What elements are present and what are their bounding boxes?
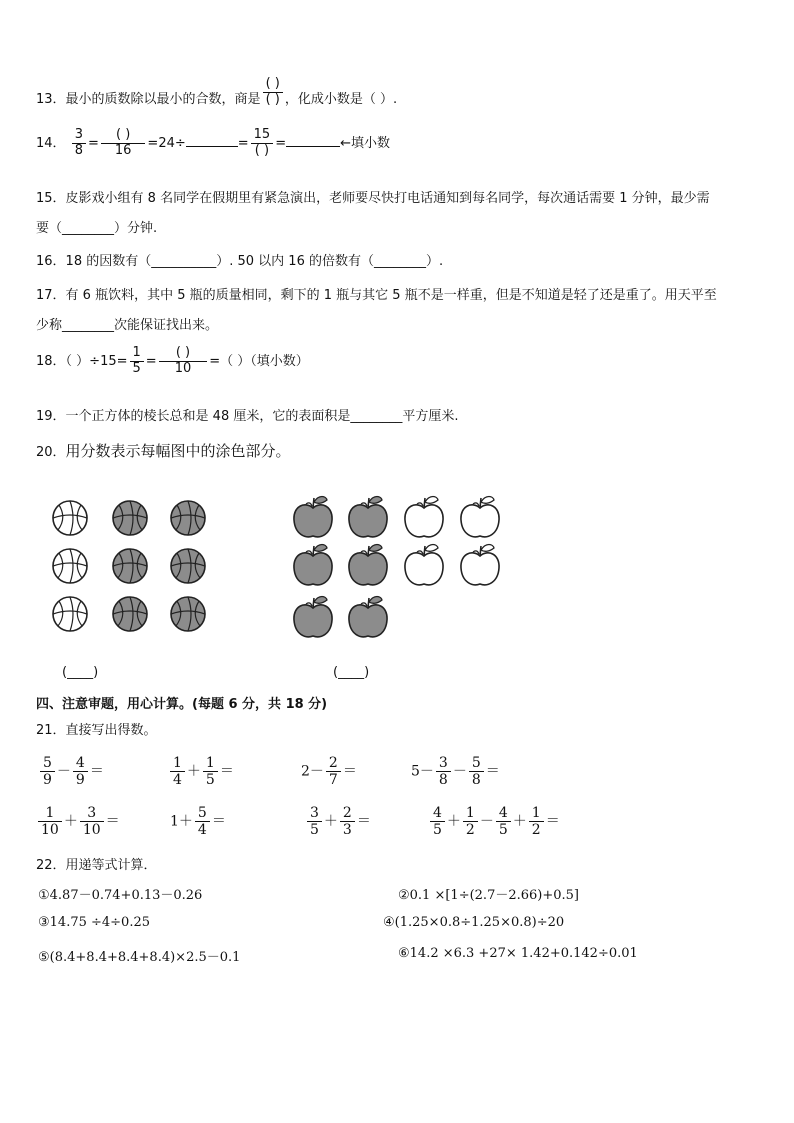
- question-21: [36, 719, 157, 738]
- q17-line-2: 少称________次能保证找出来。: [36, 318, 219, 333]
- apple-shaded: [349, 545, 387, 585]
- q18-eq: =: [145, 353, 157, 369]
- q13-number: 13．: [36, 92, 66, 107]
- q22-item-3: ③14.75 ÷4÷0.25: [38, 915, 151, 930]
- q14-eq2: =: [237, 135, 249, 151]
- q14-text-a: =24÷: [147, 135, 186, 151]
- q16-text: 18 的因数有（__________）. 50 以内 16 的倍数有（________）.: [65, 254, 444, 269]
- apple-shaded: [294, 597, 332, 637]
- q22-item-5: ⑤(8.4+8.4+8.4+8.4)×2.5－0.1: [38, 950, 241, 965]
- q22-item-6: ⑥14.2 ×6.3 +27× 1.42+0.142÷0.01: [398, 946, 638, 961]
- q21-number: 21．: [36, 723, 66, 738]
- q13-frac-num: ( ): [265, 76, 280, 92]
- q22-item-1: ①4.87－0.74+0.13－0.26: [38, 888, 203, 903]
- q14-eq3: =: [275, 135, 287, 151]
- q22-number: 22．: [36, 858, 66, 873]
- apple-plain: [405, 497, 443, 537]
- expr-7: $\frac{3}{5}$ ＋ $\frac{2}{3}$ ＝: [305, 805, 371, 838]
- question-22: [36, 854, 157, 873]
- q15-line-2: 要（________）分钟.: [36, 221, 158, 236]
- apple-plain: [405, 545, 443, 585]
- apple-shaded: [294, 545, 332, 585]
- q14-number: 14．: [36, 135, 66, 151]
- expr-4: 5－ $\frac{3}{8}$ － $\frac{5}{8}$ ＝: [411, 755, 500, 789]
- q15-number: 15．: [36, 191, 66, 206]
- q17-number: 17．: [36, 288, 66, 303]
- q18-f2-den: 10: [159, 361, 208, 377]
- apple-shaded: [349, 497, 387, 537]
- expr-8: $\frac{4}{5}$ ＋ $\frac{1}{2}$ － $\frac{4}{5}$ ＋ $\frac{1}{2}$ ＝: [428, 805, 560, 838]
- q13-text-b: ，化成小数是（ ）.: [284, 92, 398, 107]
- expr-3: 2－ $\frac{2}{7}$ ＝: [301, 755, 357, 789]
- apple-shaded: [294, 497, 332, 537]
- q18-f1-den: 5: [130, 361, 144, 377]
- expr-6: 1＋ $\frac{5}{4}$ ＝: [170, 805, 226, 839]
- q20-number: 20．: [36, 445, 66, 460]
- section-4-title: 四、注意审题，用心计算。(每题 6 分，共 18 分): [36, 697, 328, 712]
- q14-f3-den: ( ): [251, 143, 274, 159]
- q14-f1-den: 8: [72, 143, 86, 159]
- q18-f1-num: 1: [132, 345, 141, 360]
- q14-f2-num: ( ): [116, 127, 131, 142]
- q22-text: 用递等式计算．: [65, 858, 157, 873]
- q13-frac-den: ( ): [263, 92, 283, 108]
- q22-item-4: ④(1.25×0.8÷1.25×0.8)÷20: [383, 915, 565, 930]
- apple-plain: [461, 545, 499, 585]
- apple-plain: [461, 497, 499, 537]
- q14-f3-num: 15: [253, 127, 271, 142]
- expr-2: $\frac{1}{4}$ ＋ $\frac{1}{5}$ ＝: [168, 755, 234, 788]
- q16-number: 16．: [36, 254, 66, 269]
- q14-text-b: ←填小数: [340, 135, 391, 151]
- q19-number: 19．: [36, 409, 66, 424]
- expr-1: $\frac{5}{9}$ － $\frac{4}{9}$ ＝: [38, 755, 104, 788]
- q15-line-1: 皮影戏小组有 8 名同学在假期里有紧急演出，老师要尽快打电话通知到每名同学，每次通话需要 1 分钟，最少需: [65, 191, 710, 206]
- q18-text-a: （ ）÷15=: [65, 353, 128, 369]
- q20-answer-left: (____): [62, 665, 99, 680]
- q18-f2-num: ( ): [175, 345, 191, 360]
- q21-text: 直接写出得数。: [65, 723, 157, 738]
- expr-5: $\frac{1}{10}$ ＋ $\frac{3}{10}$ ＝: [36, 805, 120, 838]
- q13-text-a: 最小的质数除以最小的合数，商是: [65, 92, 261, 107]
- q14-eq: =: [87, 135, 99, 151]
- q14-f2-den: 16: [101, 143, 146, 159]
- q20-answer-right: (____): [333, 665, 370, 680]
- q19-text: 一个正方体的棱长总和是 48 厘米，它的表面积是________平方厘米.: [65, 409, 459, 424]
- q20-text: 用分数表示每幅图中的涂色部分。: [65, 442, 291, 460]
- q17-line-1: 有 6 瓶饮料，其中 5 瓶的质量相同，剩下的 1 瓶与其它 5 瓶不是一样重，但是不知道是轻了还是重了。用天平至: [65, 288, 717, 303]
- q14-f1-num: 3: [74, 127, 83, 142]
- q18-number: 18．: [36, 353, 66, 369]
- apple-shaded: [349, 597, 387, 637]
- q18-text-b: =（ ）（填小数）: [209, 353, 309, 369]
- q22-item-2: ②0.1 ×[1÷(2.7－2.66)+0.5]: [398, 888, 579, 903]
